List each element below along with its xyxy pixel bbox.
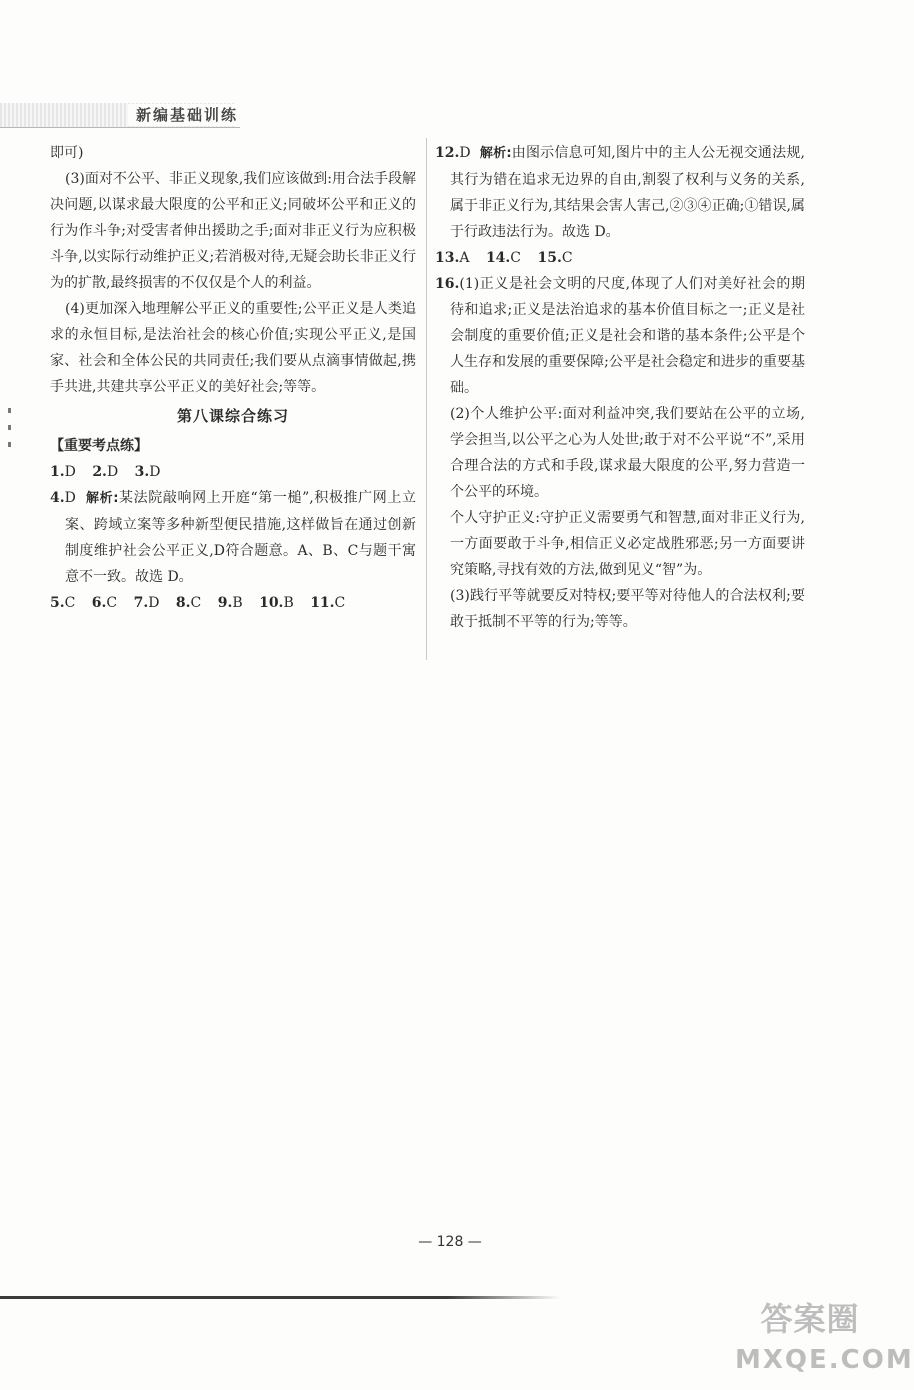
answers-5-11 <box>50 590 416 616</box>
subsection-heading: 【重要考点练】 <box>50 438 148 454</box>
continuation-text: 即可) <box>50 145 84 161</box>
right-column <box>435 140 805 635</box>
answer-item: 5.C <box>50 595 76 611</box>
answer-item: 9.B <box>217 595 243 611</box>
page-number: — 128 — <box>418 1234 482 1250</box>
footer-rule <box>0 1296 560 1299</box>
answer-part-4: (4)更加深入地理解公平正义的重要性;公平正义是人类追求的永恒目标,是法治社会的核心价值;实现公平正义,是国家、社会和全体公民的共同责任;我们要从点滴事情做起,携手共进,共建共享公平正义的美好社会;等等。 <box>50 301 416 395</box>
answer-part-3: (3)面对不公平、非正义现象,我们应该做到:用合法手段解决问题,以谋求最大限度的公平和正义;同破坏公平和正义的行为作斗争;对受害者伸出援助之手;面对非正义行为应积极斗争,以实际行动维护正义;若消极对待,无疑会助长非正义行为的扩散,最终损害的不仅仅是个人的利益。 <box>50 171 416 291</box>
explanation-label: 解析: <box>85 491 119 506</box>
explanation-label: 解析: <box>479 146 512 161</box>
answer-item: 1.D <box>50 464 76 480</box>
answers-13-15 <box>435 245 805 271</box>
answer-item: 7.D <box>133 595 160 611</box>
question-16-part-3: (3)践行平等就要反对特权;要平等对待他人的合法权利;要敢于抵制不平等的行为;等等。 <box>450 588 805 630</box>
question-16-part-2b: 个人守护正义:守护正义需要勇气和智慧,面对非正义行为,一方面要敢于斗争,相信正义必定战胜邪恶;另一方面要讲究策略,寻找有效的方法,做到见义“智”为。 <box>450 510 805 578</box>
answer-item: 13.A <box>435 250 470 266</box>
answer-item: 8.C <box>175 595 202 611</box>
question-4-explanation: 4.D 解析:某法院敲响网上开庭“第一槌”,积极推广网上立案、跨域立案等多种新型便民措施,这样做旨在通过创新制度维护社会公平正义,D符合题意。A、B、C与题干寓意不一致。故选 D。 <box>50 490 416 585</box>
answer-item: 15.C <box>537 250 573 266</box>
answer-item: 2.D <box>92 464 119 480</box>
answer-item: 14.C <box>485 250 522 266</box>
question-12-explanation: 12.D 解析:由图示信息可知,图片中的主人公无视交通法规,其行为错在追求无边界的自由,割裂了权利与义务的关系,属于非正义行为,其结果会害人害己,②③④正确;①错误,属于行政违法行为。故选 D。 <box>435 145 806 240</box>
answer-item: 6.C <box>91 595 118 611</box>
binding-marks <box>8 408 14 472</box>
column-divider <box>426 138 427 660</box>
left-column <box>50 140 416 616</box>
answer-item: 11.C <box>310 595 346 611</box>
header-rule <box>0 127 240 128</box>
series-title: 新编基础训练 <box>128 104 246 126</box>
watermark-logo: 答案圈 MXQE.COM <box>735 1300 914 1375</box>
answer-item: 3.D <box>134 464 161 480</box>
question-16-part-2a: (2)个人维护公平:面对利益冲突,我们要站在公平的立场,学会担当,以公平之心为人处世;敢于对不公平说“不”,采用合理合法的方式和手段,谋求最大限度的公平,努力营造一个公平的环境。 <box>450 406 805 500</box>
section-title: 第八课综合练习 <box>176 407 289 425</box>
question-16-part-1: 16.(1)正义是社会文明的尺度,体现了人们对美好社会的期待和追求;正义是法治追求的基本价值目标之一;正义是社会制度的重要价值;正义是社会和谐的基本条件;公平是个人生存和发展的重要保障;公平是社会稳定和进步的重要基础。 <box>435 276 805 396</box>
answers-1-3 <box>50 459 416 485</box>
answer-item: 10.B <box>259 595 294 611</box>
